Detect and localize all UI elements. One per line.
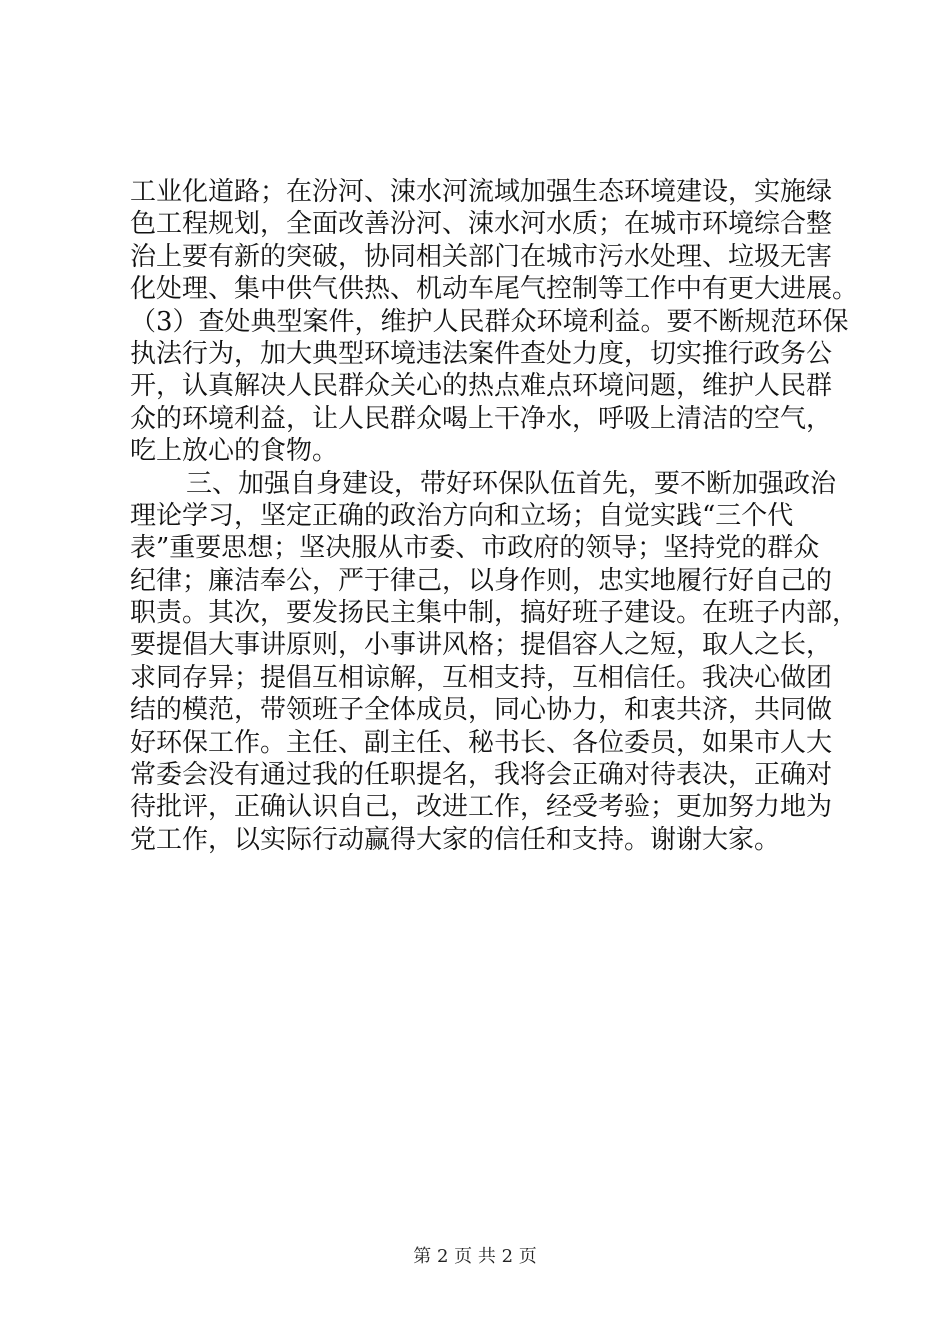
text-line: 色工程规划，全面改善汾河、涑水河水质；在城市环境综合整: [130, 209, 833, 240]
text-line: 待批评，正确认识自己，改进工作，经受考验；更加努力地为: [130, 792, 833, 823]
text-line: 纪律；廉洁奉公，严于律己，以身作则，忠实地履行好自己的: [130, 565, 833, 596]
text-line: 好环保工作。主任、副主任、秘书长、各位委员，如果市人大: [130, 727, 833, 758]
text-line: 开，认真解决人民群众关心的热点难点环境问题，维护人民群: [130, 371, 833, 402]
text-line: 职责。其次，要发扬民主集中制，搞好班子建设。在班子内部，: [130, 598, 859, 629]
text-line: 常委会没有通过我的任职提名，我将会正确对待表决，正确对: [130, 760, 833, 791]
text-line: 结的模范，带领班子全体成员，同心协力，和衷共济，共同做: [130, 695, 833, 726]
text-line: 理论学习，坚定正确的政治方向和立场；自觉实践“三个代: [130, 500, 794, 531]
section-heading-line: 三、加强自身建设，带好环保队伍首先，要不断加强政治: [186, 468, 837, 499]
text-line: 表”重要思想；坚决服从市委、市政府的领导；坚持党的群众: [130, 533, 820, 564]
text-line: 执法行为，加大典型环境违法案件查处力度，切实推行政务公: [130, 338, 833, 369]
text-line: 求同存异；提倡互相谅解，互相支持，互相信任。我决心做团: [130, 662, 833, 693]
document-body: [130, 176, 859, 856]
text-line: 众的环境利益，让人民群众喝上干净水，呼吸上清洁的空气，: [130, 403, 833, 434]
text-line: （3）查处典型案件，维护人民群众环境利益。要不断规范环保: [130, 306, 849, 337]
text-line: 工业化道路；在汾河、涑水河流域加强生态环境建设，实施绿: [130, 177, 833, 207]
text-line: 化处理、集中供气供热、机动车尾气控制等工作中有更大进展。: [130, 274, 859, 305]
text-line: 吃上放心的食物。: [130, 436, 339, 467]
page-number-footer: 第 2 页 共 2 页: [413, 1246, 537, 1267]
text-line: 要提倡大事讲原则，小事讲风格；提倡容人之短，取人之长，: [130, 630, 833, 661]
text-line: 党工作，以实际行动赢得大家的信任和支持。谢谢大家。: [130, 824, 781, 855]
text-line: 治上要有新的突破，协同相关部门在城市污水处理、垃圾无害: [130, 241, 833, 272]
